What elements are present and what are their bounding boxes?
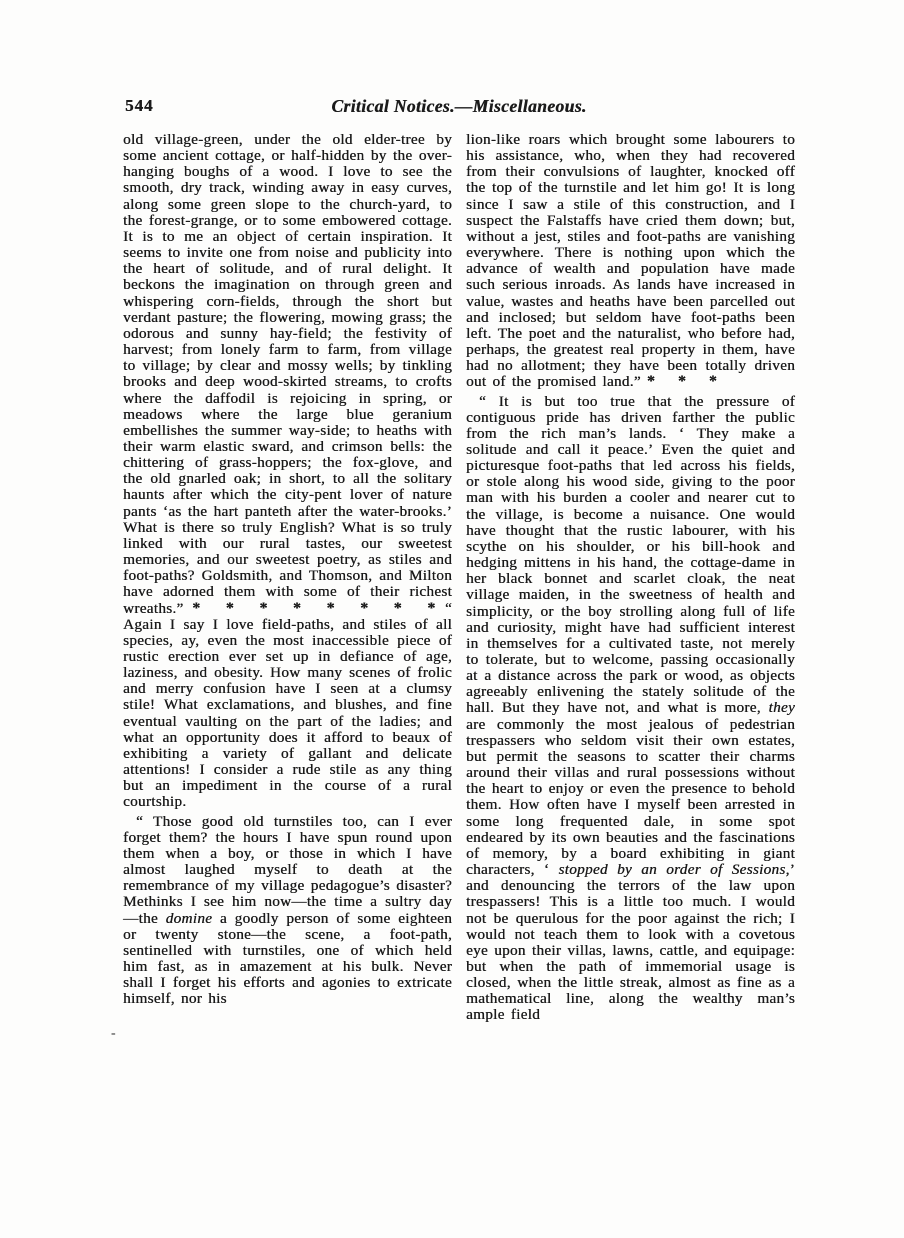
paragraph	[123, 814, 452, 1008]
paragraph	[466, 132, 795, 391]
text-columns	[123, 132, 795, 1024]
paragraph	[466, 394, 795, 1024]
paragraph	[123, 132, 452, 811]
text-segment: ’ and denouncing the terrors of the law upon trespassers! This is a little too much. I would not be querulous for the poor against the rich; I would not teach them to look with a covetous eye upon their villas, lawns, cattle, and equipage: but when the path of immemorial usage is closed, when the little streak, almost as fine as a mathematical line, along the wealthy man’s ample field	[466, 861, 795, 1024]
text-segment: are commonly the most jealous of pedestrian trespassers who seldom visit their own estates, but permit the seasons to scatter their charms around their villas and rural possessions without the heart to enjoy or even the presence to behold them. How often have I myself been arrested in some long frequented dale, in some spot endeared by its own beauties and the fascinations of memory, by a board exhibiting in giant characters, ‘	[466, 715, 795, 879]
page-number: 544	[125, 96, 154, 115]
text-segment: domine	[165, 909, 213, 927]
margin-mark: -	[111, 1026, 116, 1041]
asterisk-separator: * * * * * * * *	[192, 599, 437, 617]
text-segment: a goodly person of some eighteen or twenty stone—the scene, a foot-path, sentinelled with turnstiles, one of which held him fast, as in amazement at his bulk. Never shall I forget his efforts and agonies to extricate himself, nor his	[123, 909, 452, 1008]
text-segment: “ It is but too true that the pressure of contiguous pride has driven farther the public from the rich man’s lands. ‘ They make a solitude and call it peace.’ Even the quiet and picturesque foot-paths that led across his fields, or stole along his wood side, giving to the poor man with his burden a cooler and nearer cut to the village, is become a nuisance. One would have thought that the rustic labourer, with his scythe on his shoulder, or his bill-hook and hedging mittens in his hand, the cottage-dame in her black bonnet and scarlet cloak, the neat village maiden, in the sweetness of health and simplicity, or the boy strolling along full of life and curiosity, might have had sufficient interest in themselves for a cultivated taste, not merely to tolerate, but to welcome, passing occasionally at a distance across the park or wood, as objects agreeably enlivening the stately solitude of the hall. But they have not, and what is more,	[466, 392, 795, 717]
text-segment: old village-green, under the old elder-tree by some ancient cottage, or half-hidden by the over-hanging boughs of a wood. I love to see the smooth, dry track, winding away in easy curves, along some green slope to the church-yard, to the forest-grange, or to some embowered cottage. It is to me an object of certain inspiration. It seems to invite one from noise and publicity into the heart of solitude, and of rural delight. It beckons the imagination on through green and whispering corn-fields, through the short but verdant pasture; the flowering, mowing grass; the odorous and sunny hay-field; the festivity of harvest; from lonely farm to farm, from village to village; by clear and mossy wells; by tinkling brooks and deep wood-skirted streams, to crofts where the daffodil is rejoicing in spring, or meadows where the large blue geranium embellishes the summer way-side; to heaths with their warm elastic sward, and crimson bells: the chittering of grass-hoppers; the fox-glove, and the old gnarled oak; in short, to all the solitary haunts after which the city-pent lover of nature pants ‘as the hart panteth after the water-brooks.’ What is there so truly English? What is so truly linked with our rural tastes, our sweetest memories, and our sweetest poetry, as stiles and foot-paths? Goldsmith, and Thomson, and Milton have adorned them with some of their richest wreaths.”	[123, 131, 452, 617]
text-segment: stopped by an order of Sessions,	[558, 861, 790, 879]
text-segment: “ Again I say I love field-paths, and stiles of all species, ay, even the most inaccessible piece of rustic erection ever set up in defiance of age, laziness, and obesity. How many scenes of frolic and merry confusion have I seen at a clumsy stile! What exclamations, and blushes, and fine eventual vaulting on the part of the ladies; and what an opportunity does it afford to beaux of exhibiting a variety of gallant and delicate attentions! I consider a rude stile as any thing but an impediment in the course of a rural courtship.	[123, 599, 452, 811]
text-segment: they	[768, 699, 795, 717]
page-header	[123, 96, 795, 118]
running-title: Critical Notices.—Miscellaneous.	[331, 96, 587, 116]
column-left	[123, 132, 452, 1024]
text-segment: lion-like roars which brought some labourers to his assistance, who, when they had recovered from their convulsions of laughter, knocked off the top of the turnstile and let him go! It is long since I saw a stile of this construction, and I suspect the Falstaffs have cried them down; but, without a jest, stiles and foot-paths are vanishing everywhere. There is nothing upon which the advance of wealth and population have made such serious inroads. As lands have increased in value, wastes and heaths have been parcelled out and inclosed; but seldom have foot-paths been left. The poet and the naturalist, who before had, perhaps, the greatest real property in them, have had no allotment; they have been totally driven out of the promised land.”	[466, 131, 795, 391]
asterisk-separator: * * *	[646, 373, 718, 391]
text-segment: “ Those good old turnstiles too, can I ever forget them? the hours I have spun round upon them when a boy, or those in which I have almost laughed myself to death at the remembrance of my village pedagogue’s disaster? Methinks I see him now—the time a sultry day—the	[123, 812, 452, 927]
column-right	[466, 132, 795, 1024]
